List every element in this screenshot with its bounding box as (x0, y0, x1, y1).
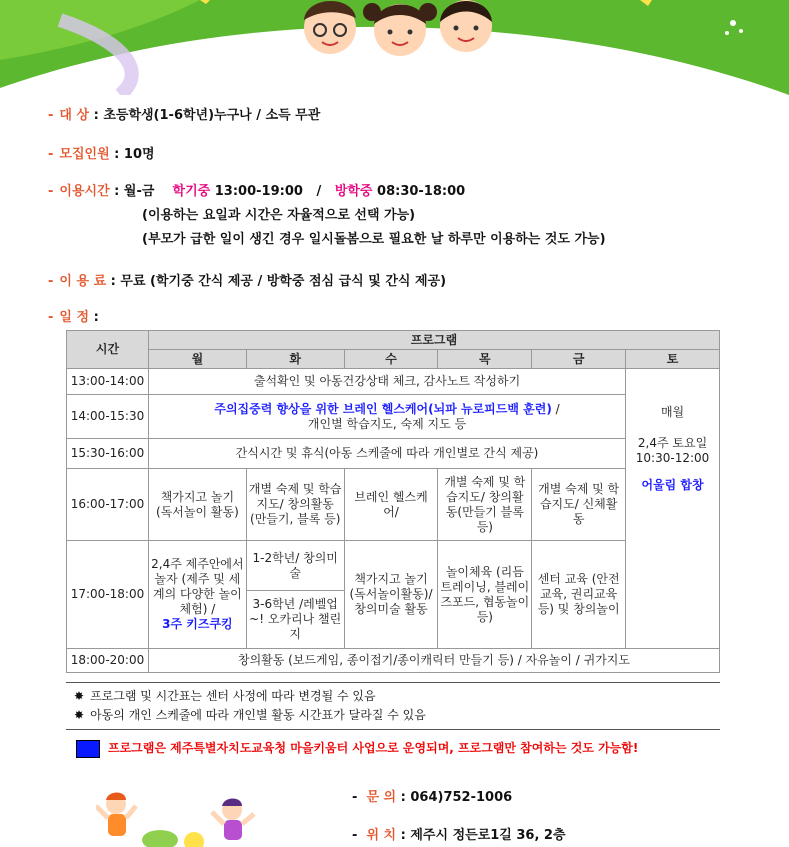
table-row (67, 541, 720, 591)
recruit-value: 10명 (123, 147, 155, 162)
hours-note-1: (이용하는 요일과 시간은 자율적으로 선택 가능) (142, 208, 416, 223)
fee-line: - 이 용 료 : 무료 (학기중 간식 제공 / 방학중 점심 급식 및 간식 제공) (48, 274, 447, 289)
inquiry-label: 문 의 (366, 790, 397, 805)
day-header-sat: 토 (626, 350, 720, 369)
program-cell: 출석확인 및 아동건강상태 체크, 감사노트 작성하기 (148, 369, 625, 395)
kids-illustration (96, 790, 266, 847)
time-cell: 16:00-17:00 (67, 469, 149, 541)
hours-block: - 이용시간 : 월-금 학기중 13:00-19:00 / 방학중 08:30-18:00 (이용하는 요일과 시간은 자율적으로 선택 가능) (부모가 급한 일이 생긴 경우 일시돌봄으로 필요한 날 하루만 이용하는 것도 가능) (48, 184, 606, 247)
table-row (67, 439, 720, 469)
brain-healthcare-text: 주의집중력 향상을 위한 브레인 헬스케어(뇌파 뉴로피드백 훈련) (214, 401, 552, 416)
program-cell (148, 395, 625, 439)
location-label: 위 치 (366, 828, 397, 843)
time-cell: 17:00-18:00 (67, 541, 149, 649)
saturday-cell (626, 369, 720, 649)
vacation-time: 08:30-18:00 (377, 184, 466, 199)
kids-cooking-text: 3주 키즈쿠킹 (162, 617, 233, 631)
header-banner (0, 0, 789, 95)
program-cell: 1-2학년/ 창의미술 (246, 541, 344, 591)
day-header-fri: 금 (532, 350, 626, 369)
vacation-label: 방학중 (334, 184, 373, 199)
hours-note-2: (부모가 급한 일이 생긴 경우 일시돌봄으로 필요한 날 하루만 이용하는 것도 가능) (142, 232, 606, 247)
star-icon: ✸ (74, 689, 85, 703)
time-cell: 14:00-15:30 (67, 395, 149, 439)
blue-square-icon (76, 740, 100, 758)
note-text: 프로그램 및 시간표는 센터 사정에 따라 변경될 수 있음 (90, 689, 376, 703)
inquiry-phone: 064)752-1006 (410, 790, 513, 805)
schedule-line: - 일 정 : (48, 310, 99, 325)
location-address: 제주시 정든로1길 36, 2층 (410, 828, 566, 843)
jeju-play-text: 2,4주 제주안에서 놀자 (제주 및 세계의 다양한 놀이체험) / (151, 557, 244, 616)
program-cell: 센터 교육 (안전교육, 권리교육 등) 및 창의놀이 (532, 541, 626, 649)
program-cell: 책가지고 놀기 (독서놀이활동)/ 창의미술 활동 (344, 541, 438, 649)
time-header: 시간 (67, 331, 149, 369)
hours-separator: / (316, 184, 322, 199)
notes-box (66, 682, 720, 730)
star-icon: ✸ (74, 708, 85, 722)
hours-days: 월-금 (123, 184, 155, 199)
sat-choir: 어울림 합창 (641, 478, 704, 492)
program-cell: 놀이체육 (리듬트레이닝, 블레이즈포드, 협동놀이 등) (438, 541, 532, 649)
day-header-mon: 월 (148, 350, 246, 369)
inquiry-line: - 문 의 : 064)752-1006 (352, 790, 513, 805)
playing-kids-icon (96, 790, 266, 847)
day-header-thu: 목 (438, 350, 532, 369)
note-item (74, 687, 712, 706)
table-row (67, 469, 720, 541)
program-cell: 브레인 헬스케어/ (344, 469, 438, 541)
sat-when: 2,4주 토요일 10:30-12:00 (635, 436, 710, 465)
term-label: 학기중 (172, 184, 211, 199)
schedule-label: 일 정 (59, 310, 90, 325)
program-cell: 개별 숙제 및 학습지도/ 신체활동 (532, 469, 626, 541)
target-label: 대 상 (59, 108, 90, 123)
day-header-wed: 수 (344, 350, 438, 369)
recruit-label: 모집인원 (59, 147, 110, 162)
program-cell: 개별 숙제 및 학습지도/ 창의활동(만들기 블록 등) (438, 469, 532, 541)
table-row (67, 649, 720, 673)
hours-label: 이용시간 (59, 184, 110, 199)
notice-line (76, 739, 638, 758)
target-value: 초등학생(1-6학년)누구나 / 소득 무관 (103, 108, 321, 123)
time-cell: 18:00-20:00 (67, 649, 149, 673)
table-row (67, 369, 720, 395)
day-header-tue: 화 (246, 350, 344, 369)
program-cell: 창의활동 (보드게임, 종이접기/종이캐릭터 만들기 등) / 자유놀이 / 귀가지도 (148, 649, 719, 673)
slash-text: / (551, 401, 560, 416)
sat-monthly: 매월 (660, 405, 685, 419)
time-cell: 13:00-14:00 (67, 369, 149, 395)
study-guide-text: 개인별 학습지도, 숙제 지도 등 (307, 416, 467, 431)
program-cell: 개별 숙제 및 학습지도/ 창의활동(만들기, 블록 등) (246, 469, 344, 541)
banner-illustration (0, 0, 789, 95)
fee-label: 이 용 료 (59, 274, 107, 289)
fee-value: 무료 (학기중 간식 제공 / 방학중 점심 급식 및 간식 제공) (120, 274, 447, 289)
schedule-table (66, 330, 720, 673)
program-cell: 간식시간 및 휴식(아동 스케줄에 따라 개인별로 간식 제공) (148, 439, 625, 469)
note-text: 아동의 개인 스케줄에 따라 개인별 활동 시간표가 달라질 수 있음 (90, 708, 426, 722)
program-cell (148, 541, 246, 649)
time-cell: 15:30-16:00 (67, 439, 149, 469)
table-row (67, 395, 720, 439)
recruit-line: - 모집인원 : 10명 (48, 147, 155, 162)
location-line: - 위 치 : 제주시 정든로1길 36, 2층 (352, 828, 566, 843)
term-time: 13:00-19:00 (214, 184, 303, 199)
notice-text: 프로그램은 제주특별자치도교육청 마을키움터 사업으로 운영되며, 프로그램만 참여하는 것도 가능함! (108, 741, 639, 755)
program-cell: 책가지고 놀기 (독서놀이 활동) (148, 469, 246, 541)
program-header: 프로그램 (148, 331, 719, 350)
program-cell: 3-6학년 /레벨업~! 오카리나 챌린지 (246, 591, 344, 649)
target-line: - 대 상 : 초등학생(1-6학년)누구나 / 소득 무관 (48, 108, 321, 123)
note-item (74, 706, 712, 725)
